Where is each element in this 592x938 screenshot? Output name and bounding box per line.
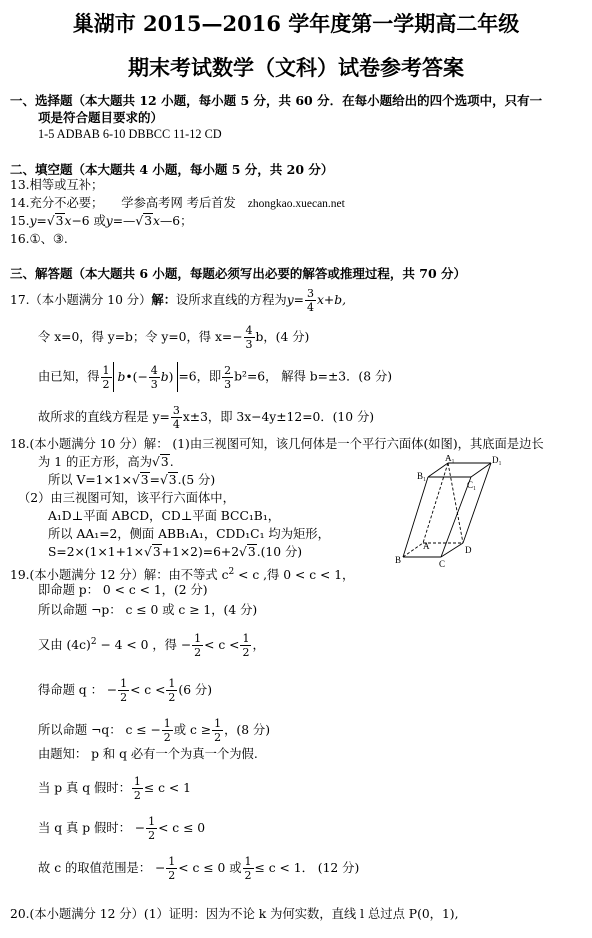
q17-text: 令 x=0，得 y=b；令 y=0，得 x=− [38,330,243,344]
math-var: x [153,214,160,228]
q17-line2 [38,324,309,351]
math-op: = [36,214,47,228]
q17-jie: 解： [151,292,177,307]
answer-14-text: 14.充分不必要； [10,196,104,210]
q19-line5: 得命题 q ： − $\frac{1}{2}$ < c < $\frac{1}{2}$ (6 分) [38,677,213,704]
math-var: y [29,214,37,228]
math-op: =— [112,214,136,228]
sqrt-sign: √ [135,214,144,228]
q18-line1: 18.(本小题满分 10 分）解： (1)由三视图可知，该几何体是一个平行六面体(如图)，其底面是边长 [10,437,544,451]
section1-header-cont: 项是符合题目要求的） [38,110,164,125]
q19-line7: 由题知： p 和 q 必有一个为真一个为假. [38,747,258,761]
section1-header: 一、选择题（本大题共 12 小题，每小题 5 分，共 60 分．在每小题给出的四个选项中，只有一 [10,93,543,108]
label-C1: C₁ [467,480,477,490]
fraction: $\frac{2}{3}$ [224,363,232,391]
q18-line2: 为 1 的正方形，高为√3. [38,455,174,469]
q18-line6: 所以 AA₁=2，侧面 ABB₁A₁，CDD₁C₁ 均为矩形， [48,527,330,541]
fraction: $\frac{3}{4}$ [306,287,314,314]
q18-line7: S=2×(1×1+1×√3+1×2)=6+2√3.(10 分) [48,545,303,559]
math-var: y [105,214,113,228]
label-A: A [423,541,430,551]
label-C: C [439,559,446,569]
q17-text: 由已知，得 [38,369,100,384]
doc-title-line1: 巢湖市 2015—2016 学年度第一学期高二年级 [72,11,520,36]
sqrt-value: 3 [55,214,64,228]
absolute-value: b•(− $\frac{4}{3}$ b) [113,362,179,392]
answer-13: 13.相等或互补； [10,178,104,192]
fraction: $\frac{3}{4}$ [172,404,180,431]
answer-14 [10,195,345,212]
q17-text: b，(4 分) [255,330,310,344]
label-D: D [465,545,472,555]
sqrt-sign: √ [239,545,247,559]
q17-text: x±3，即 3x−4y±12=0．(10 分) [182,410,375,424]
math-text: −6 或 [71,214,106,228]
sqrt-value: 3 [144,214,153,228]
answer-15-number: 15. [10,214,30,228]
q19-line10: 故 c 的取值范围是： − $\frac{1}{2}$ < c ≤ 0 或 $\frac{1}{2}$ ≤ c < 1． (12 分) [38,855,360,882]
q19-line8: 当 p 真 q 假时： $\frac{1}{2}$ ≤ c < 1 [38,775,191,802]
q17-text: b²=6， 解得 b=±3．(8 分) [234,369,393,384]
math-var: x [64,214,72,228]
sqrt-sign: √ [144,545,152,559]
sqrt-sign: √ [46,214,55,228]
math-expr: x+b, [316,293,346,307]
label-B: B [395,555,402,565]
parallelepiped-figure [393,455,513,575]
answer-16: 16.①、③. [10,232,68,246]
q17-line1 [10,287,346,314]
section1-answers: 1-5 ADBAB 6-10 DBBCC 11-12 CD [38,127,222,141]
q17-text: =6，即 [178,369,222,384]
q19-line4: 又由 $(4c)^2 - 4 < 0$ ，得 − $\frac{1}{2}$ < c < $\frac{1}{2}$ ， [38,632,265,659]
fraction: $\frac{1}{2}$ [102,363,110,391]
q17-line3 [38,362,392,392]
answer-15 [10,213,192,229]
q18-line3: 所以 V=1×1×√3=√3.(5 分) [48,473,216,487]
sqrt-sign: √ [152,455,160,469]
label-B1: B₁ [417,471,427,481]
fraction: $\frac{4}{3}$ [245,324,253,351]
label-D1: D₁ [492,455,502,465]
section2-header: 二、填空题（本大题共 4 小题，每小题 5 分，共 20 分） [10,162,334,177]
q19-line6: 所以命题 ¬q： c ≤ − $\frac{1}{2}$ 或 c ≥ $\frac{1}{2}$ ，(8 分) [38,717,271,744]
watermark-url: zhongkao.xuecan.net [247,198,345,210]
q17-text: 故所求的直线方程是 y= [38,410,170,424]
sqrt-sign: √ [159,473,168,487]
q18-line5: A₁D⊥平面 ABCD，CD⊥平面 BCC₁B₁， [48,509,281,523]
q19-line1: 19.(本小题满分 12 分）解：由不等式 $c^2 < c$ ,得 0 < c < 1， [10,567,355,583]
q19-line2: 即命题 p： 0 < c < 1，(2 分) [38,583,208,597]
math-text: —6； [159,214,193,228]
q17-label: 17.（本小题满分 10 分） [10,293,152,307]
q19-line9: 当 q 真 p 假时： − $\frac{1}{2}$ < c ≤ 0 [38,815,206,842]
q17-text: 设所求直线的方程为 [176,293,287,307]
section3-header: 三、解答题（本大题共 6 小题，每题必须写出必要的解答或推理过程，共 70 分） [10,266,467,281]
q19-line3: 所以命题 ¬p： c ≤ 0 或 c ≥ 1，(4 分) [38,603,258,617]
q17-line4 [38,404,374,431]
watermark-text: 学参高考网 考后首发 [121,196,236,210]
doc-title-line2: 期末考试数学（文科）试卷参考答案 [128,55,464,80]
q20-line1: 20.(本小题满分 12 分）(1）证明：因为不论 k 为何实数，直线 l 总过点 P(0，1), [10,907,459,921]
label-A1: A₁ [445,455,455,463]
math-expr: y= [286,293,304,307]
sqrt-sign: √ [131,473,140,487]
q18-line4: （2）由三视图可知，该平行六面体中， [18,491,235,505]
